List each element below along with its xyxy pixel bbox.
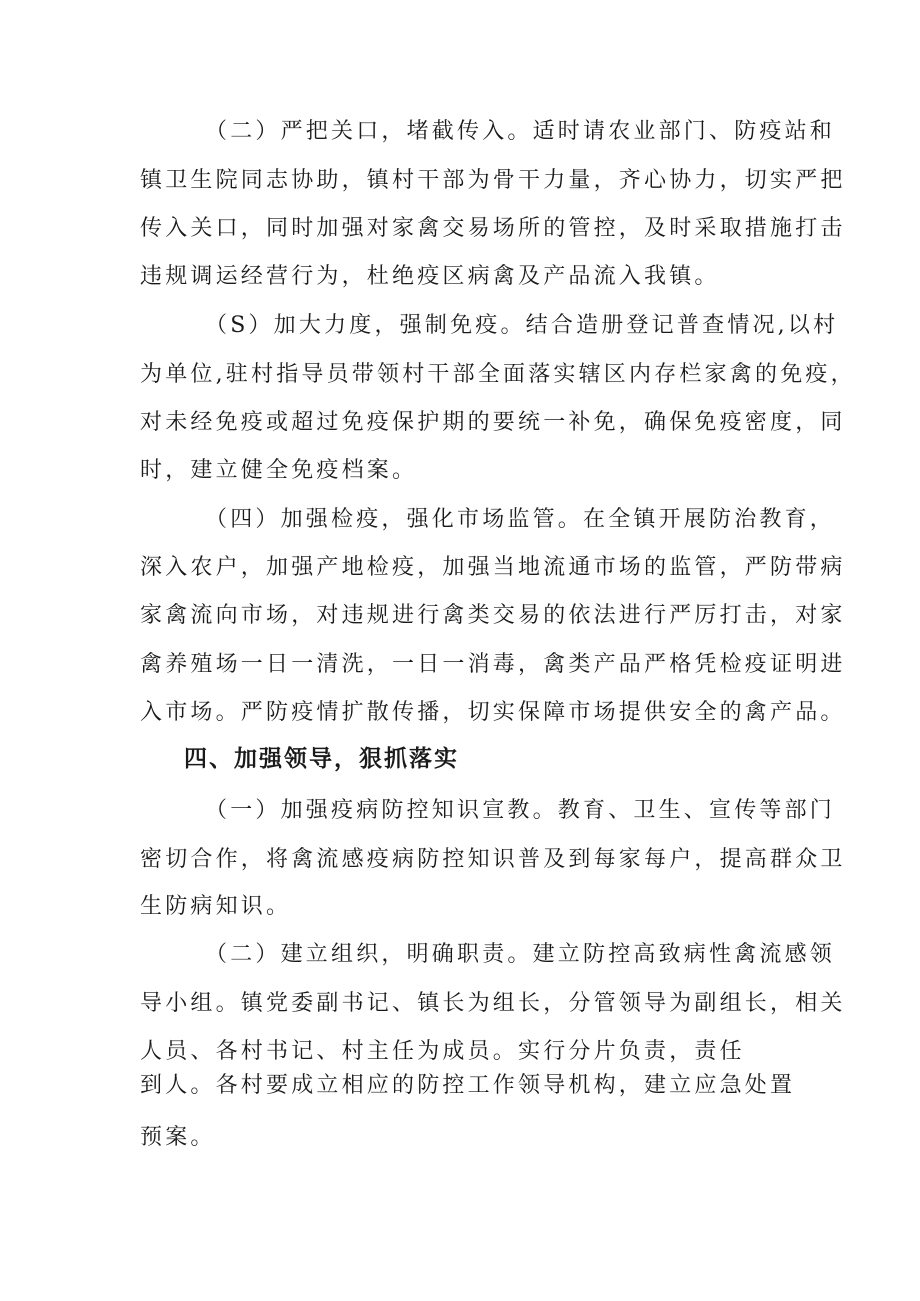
text-line: 镇卫生院同志协助，镇村干部为骨干力量，齐心协力，切实严把 xyxy=(140,168,846,193)
text-line: 违规调运经营行为，杜绝疫区病禽及产品流入我镇。 xyxy=(140,264,720,289)
text-line: 传入关口，同时加强对家禽交易场所的管控，及时采取措施打击 xyxy=(140,216,846,241)
text-line: （二）严把关口，堵截传入。适时请农业部门、防疫站和 xyxy=(205,119,836,144)
text-line: 入市场。严防疫情扩散传播，切实保障市场提供安全的禽产品。 xyxy=(140,700,846,725)
text-line: 为单位,驻村指导员带领村干部全面落实辖区内存栏家禽的免疫， xyxy=(140,362,856,387)
text-line: （四）加强检疫，强化市场监管。在全镇开展防治教育， xyxy=(205,507,836,532)
text-line: 时，建立健全免疫档案。 xyxy=(140,458,418,483)
text-line: （二）建立组织，明确职责。建立防控高致病性禽流感领 xyxy=(205,942,836,967)
section-heading: 四、加强领导，狠抓落实 xyxy=(184,746,459,772)
text-line: （一）加强疫病防控知识宣教。教育、卫生、宣传等部门 xyxy=(205,798,836,823)
text-line: （S）加大力度，强制免疫。结合造册登记普查情况,以村 xyxy=(205,313,839,338)
text-line: 导小组。镇党委副书记、镇长为组长，分管领导为副组长，相关 xyxy=(140,991,846,1016)
text-line: 家禽流向市场，对违规进行禽类交易的依法进行严厉打击，对家 xyxy=(140,603,846,628)
text-line: 预案。 xyxy=(140,1125,216,1150)
text-line: 人员、各村书记、村主任为成员。实行分片负责，责任 xyxy=(140,1039,745,1064)
text-line: 深入农户，加强产地检疫，加强当地流通市场的监管，严防带病 xyxy=(140,555,846,580)
text-line: 到人。各村要成立相应的防控工作领导机构，建立应急处置 xyxy=(140,1073,796,1098)
text-line: 禽养殖场一日一清洗，一日一消毒，禽类产品严格凭检疫证明进 xyxy=(140,652,846,677)
text-line: 密切合作，将禽流感疫病防控知识普及到每家每户，提高群众卫 xyxy=(140,847,846,872)
text-line: 对未经免疫或超过免疫保护期的要统一补免，确保免疫密度，同 xyxy=(140,410,846,435)
text-line: 生防病知识。 xyxy=(140,894,292,919)
